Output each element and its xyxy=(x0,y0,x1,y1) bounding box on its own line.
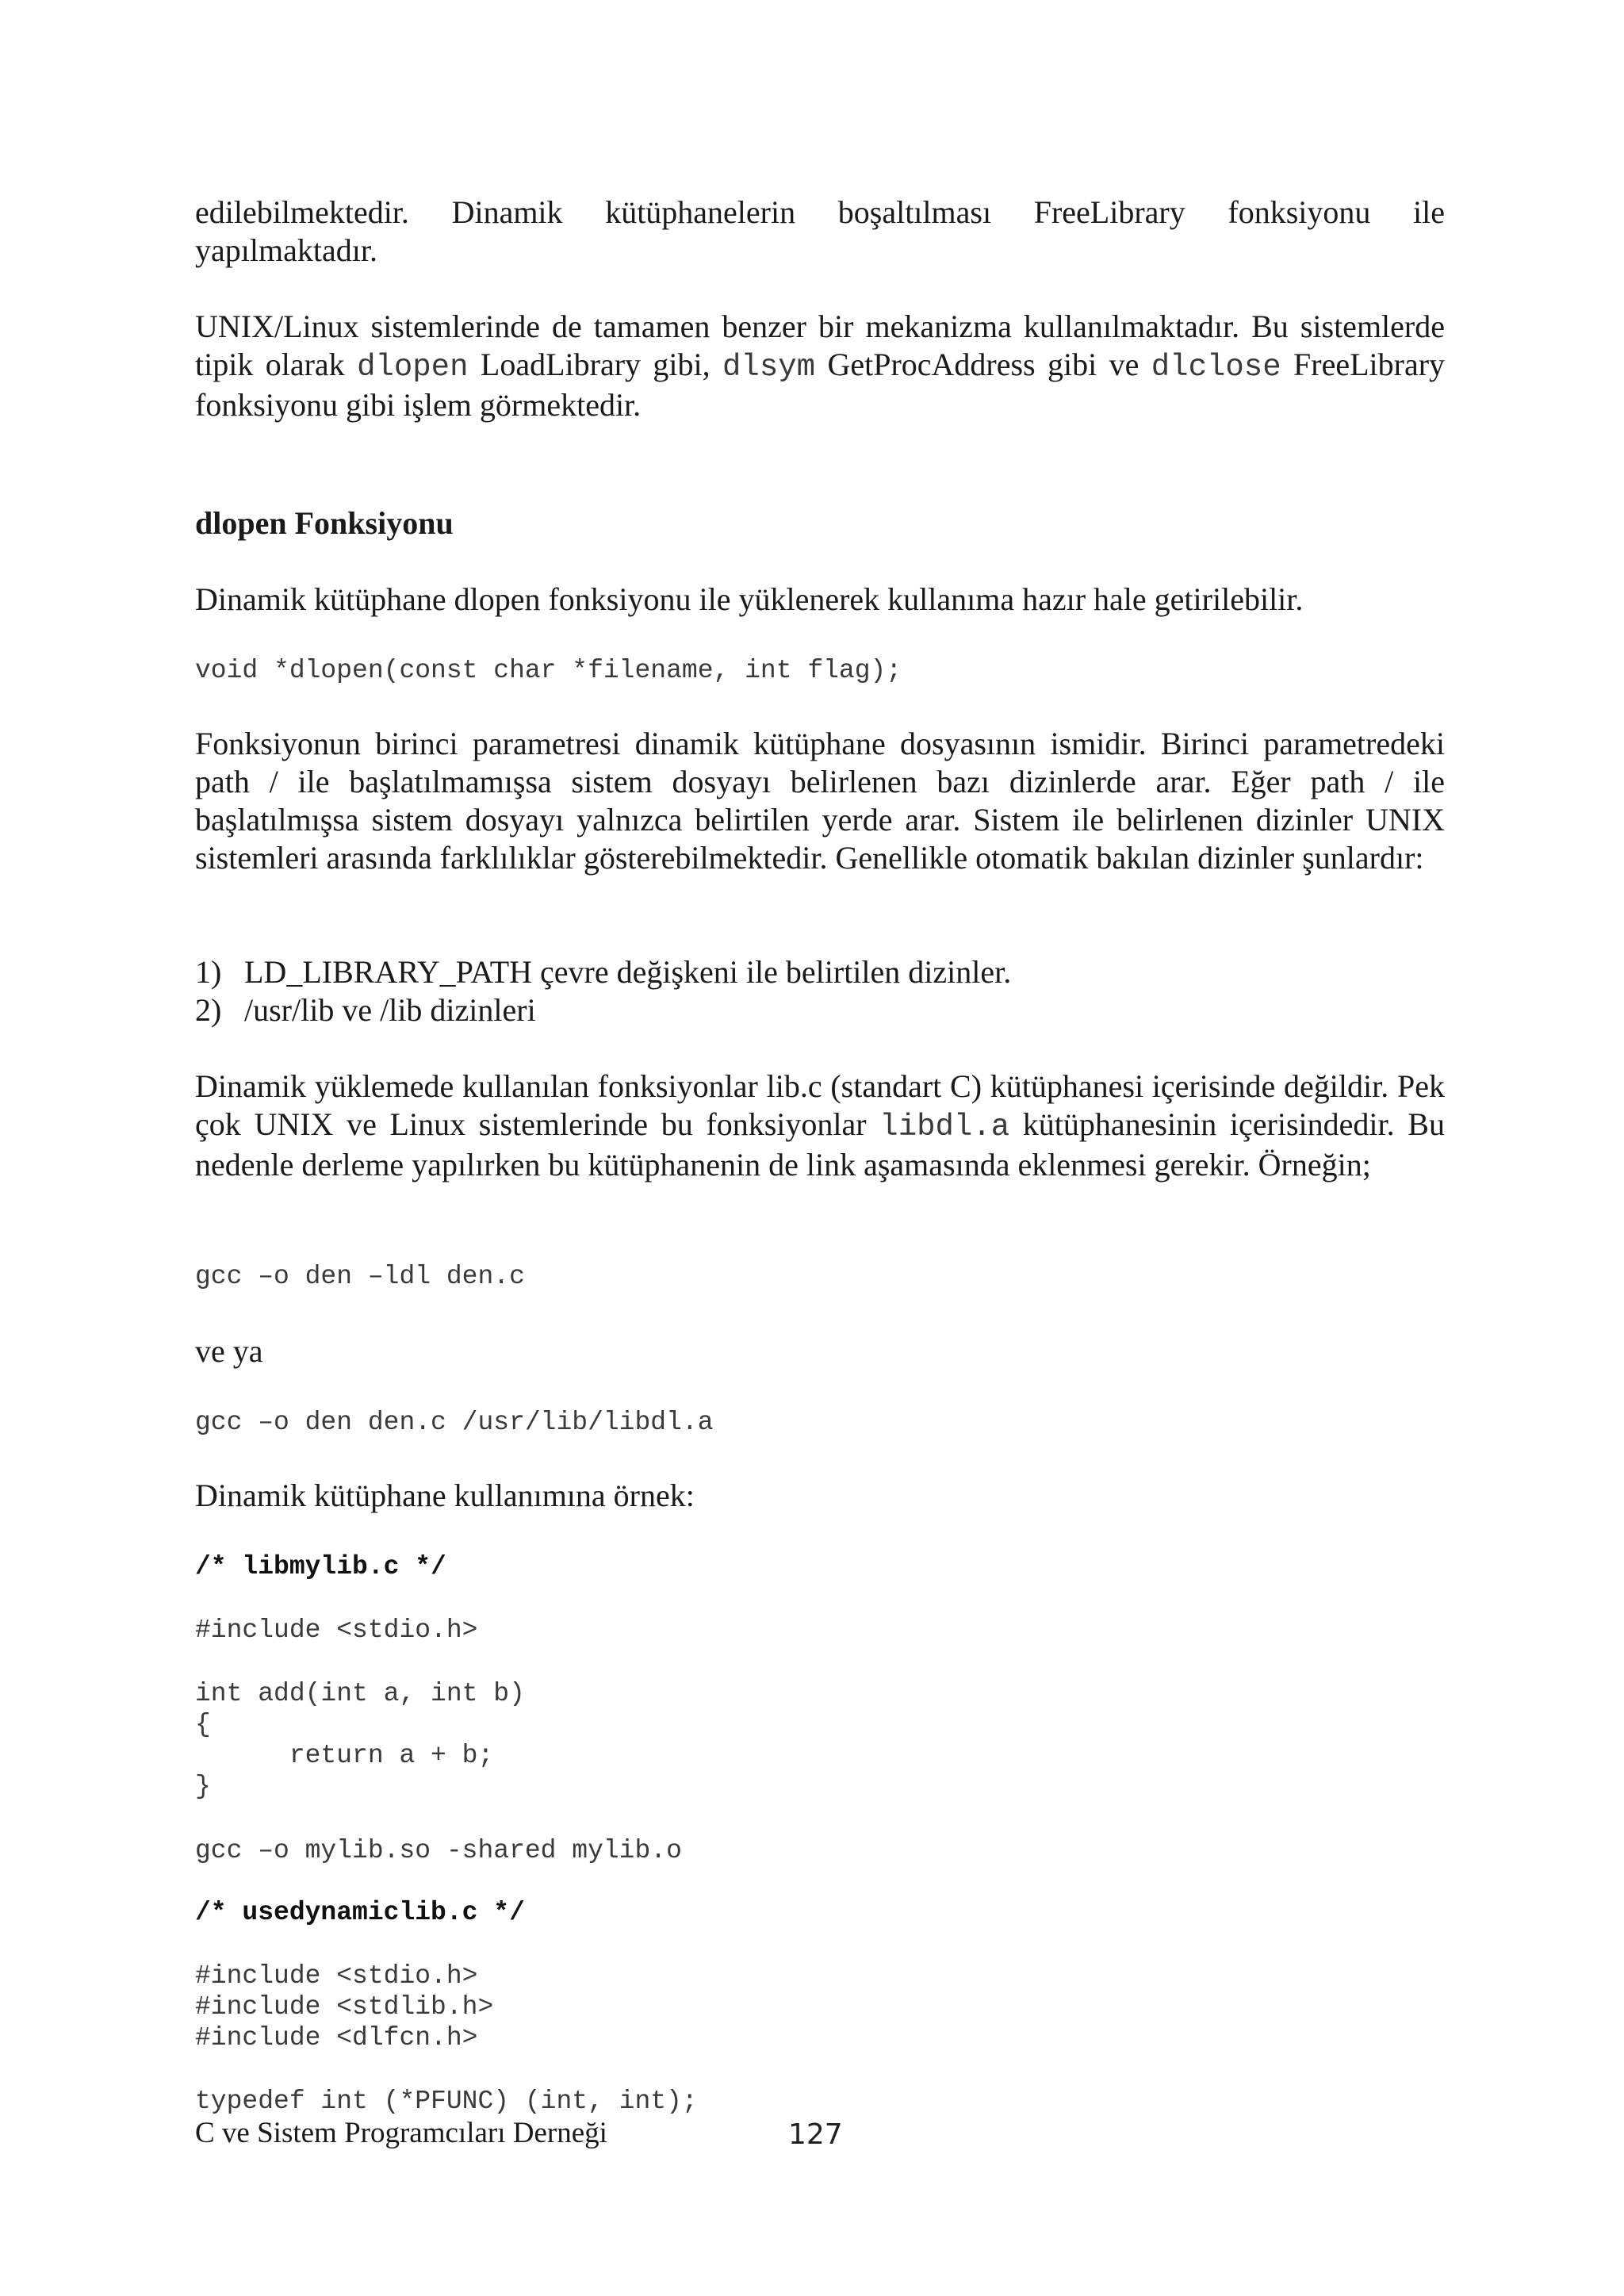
paragraph-1-line-1: edilebilmektedir. Dinamik kütüphanelerin boşaltılması FreeLibrary fonksiyonu ile xyxy=(195,194,1445,230)
code-typedef: typedef int (*PFUNC) (int, int); xyxy=(195,2087,698,2116)
paragraph-1-line-2: yapılmaktadır. xyxy=(195,232,377,268)
code-gcc-shared: gcc –o mylib.so -shared mylib.o xyxy=(195,1836,682,1865)
code-libdl: libdl.a xyxy=(879,1110,1010,1144)
paragraph-unix-text-a: UNIX/Linux sistemlerinde de tamamen benzer bir mekanizma kullanılmaktadır. Bu sistemlerde tipik olarak xyxy=(195,309,1445,382)
list-item-number: 1) xyxy=(195,954,222,990)
code-dlclose: dlclose xyxy=(1151,350,1281,385)
paragraph-libdl-text-a: Dinamik yüklemede kullanılan fonksiyonlar lib.c (standart C) kütüphanesi içerisinde değildir. Pek çok UNIX ve Linux sistemlerinde bu fonksiyonlar xyxy=(195,1068,1445,1142)
code-dlopen: dlopen xyxy=(357,350,469,385)
list-item-text: LD_LIBRARY_PATH çevre değişkeni ile belirtilen dizinler. xyxy=(244,954,1012,990)
paragraph-example-intro: Dinamik kütüphane kullanımına örnek: xyxy=(195,1478,695,1513)
code-comment-usedynamiclib: /* usedynamiclib.c */ xyxy=(195,1898,525,1927)
code-comment-libmylib: /* libmylib.c */ xyxy=(195,1552,446,1581)
code-include-stdio: #include <stdio.h> xyxy=(195,1616,478,1645)
paragraph-parameters: Fonksiyonun birinci parametresi dinamik kütüphane dosyasının ismidir. Birinci parametredeki path / ile başlatılmamışsa sistem dosyayı belirlenen bazı dizinlerde arar. Eğer path / ile başlatılmışsa sistem dosyayı yalnızca belirtilen yerde arar. Sistem ile belirlenen dizinler UNIX sistemleri arasında farklılıklar gösterebilmektedir. Genellikle otomatik bakılan dizinler şunlardır: xyxy=(195,726,1445,876)
section-heading: dlopen Fonksiyonu xyxy=(195,505,454,541)
text-ve-ya: ve ya xyxy=(195,1333,263,1369)
list-item xyxy=(195,953,1011,991)
paragraph-unix-text-d: FreeLibrary fonksiyonu gibi işlem görmektedir. xyxy=(195,347,1446,423)
directory-list xyxy=(195,953,1011,1029)
code-add-function: int add(int a, int b) { return a + b; } xyxy=(195,1679,525,1801)
code-gcc-ldl: gcc –o den –ldl den.c xyxy=(195,1262,525,1291)
paragraph-libdl-text-b: kütüphanesinin içerisindedir. Bu nedenle derleme yapılırken bu kütüphanenin de link aşamasında eklenmesi gerekir. Örneğin; xyxy=(195,1106,1445,1182)
paragraph-dlopen-intro: Dinamik kütüphane dlopen fonksiyonu ile yüklenerek kullanıma hazır hale getirilebilir. xyxy=(195,581,1304,617)
code-dlopen-signature: void *dlopen(const char *filename, int flag); xyxy=(195,656,902,685)
paragraph-unix-text-c: GetProcAddress gibi ve xyxy=(815,347,1151,382)
code-dlsym: dlsym xyxy=(722,350,816,385)
footer-organization: C ve Sistem Programcıları Derneği xyxy=(195,2117,607,2149)
paragraph-unix-linux xyxy=(195,308,1445,424)
paragraph-unix-text-b: LoadLibrary gibi, xyxy=(468,347,723,382)
paragraph-libdl xyxy=(195,1068,1445,1184)
code-gcc-libdl-a: gcc –o den den.c /usr/lib/libdl.a xyxy=(195,1408,714,1437)
page-number: 127 xyxy=(788,2118,843,2151)
list-item-text: /usr/lib ve /lib dizinleri xyxy=(244,992,536,1028)
list-item-number: 2) xyxy=(195,992,222,1028)
code-includes: #include <stdio.h> #include <stdlib.h> #include <dlfcn.h> xyxy=(195,1961,494,2053)
list-item xyxy=(195,991,1011,1029)
